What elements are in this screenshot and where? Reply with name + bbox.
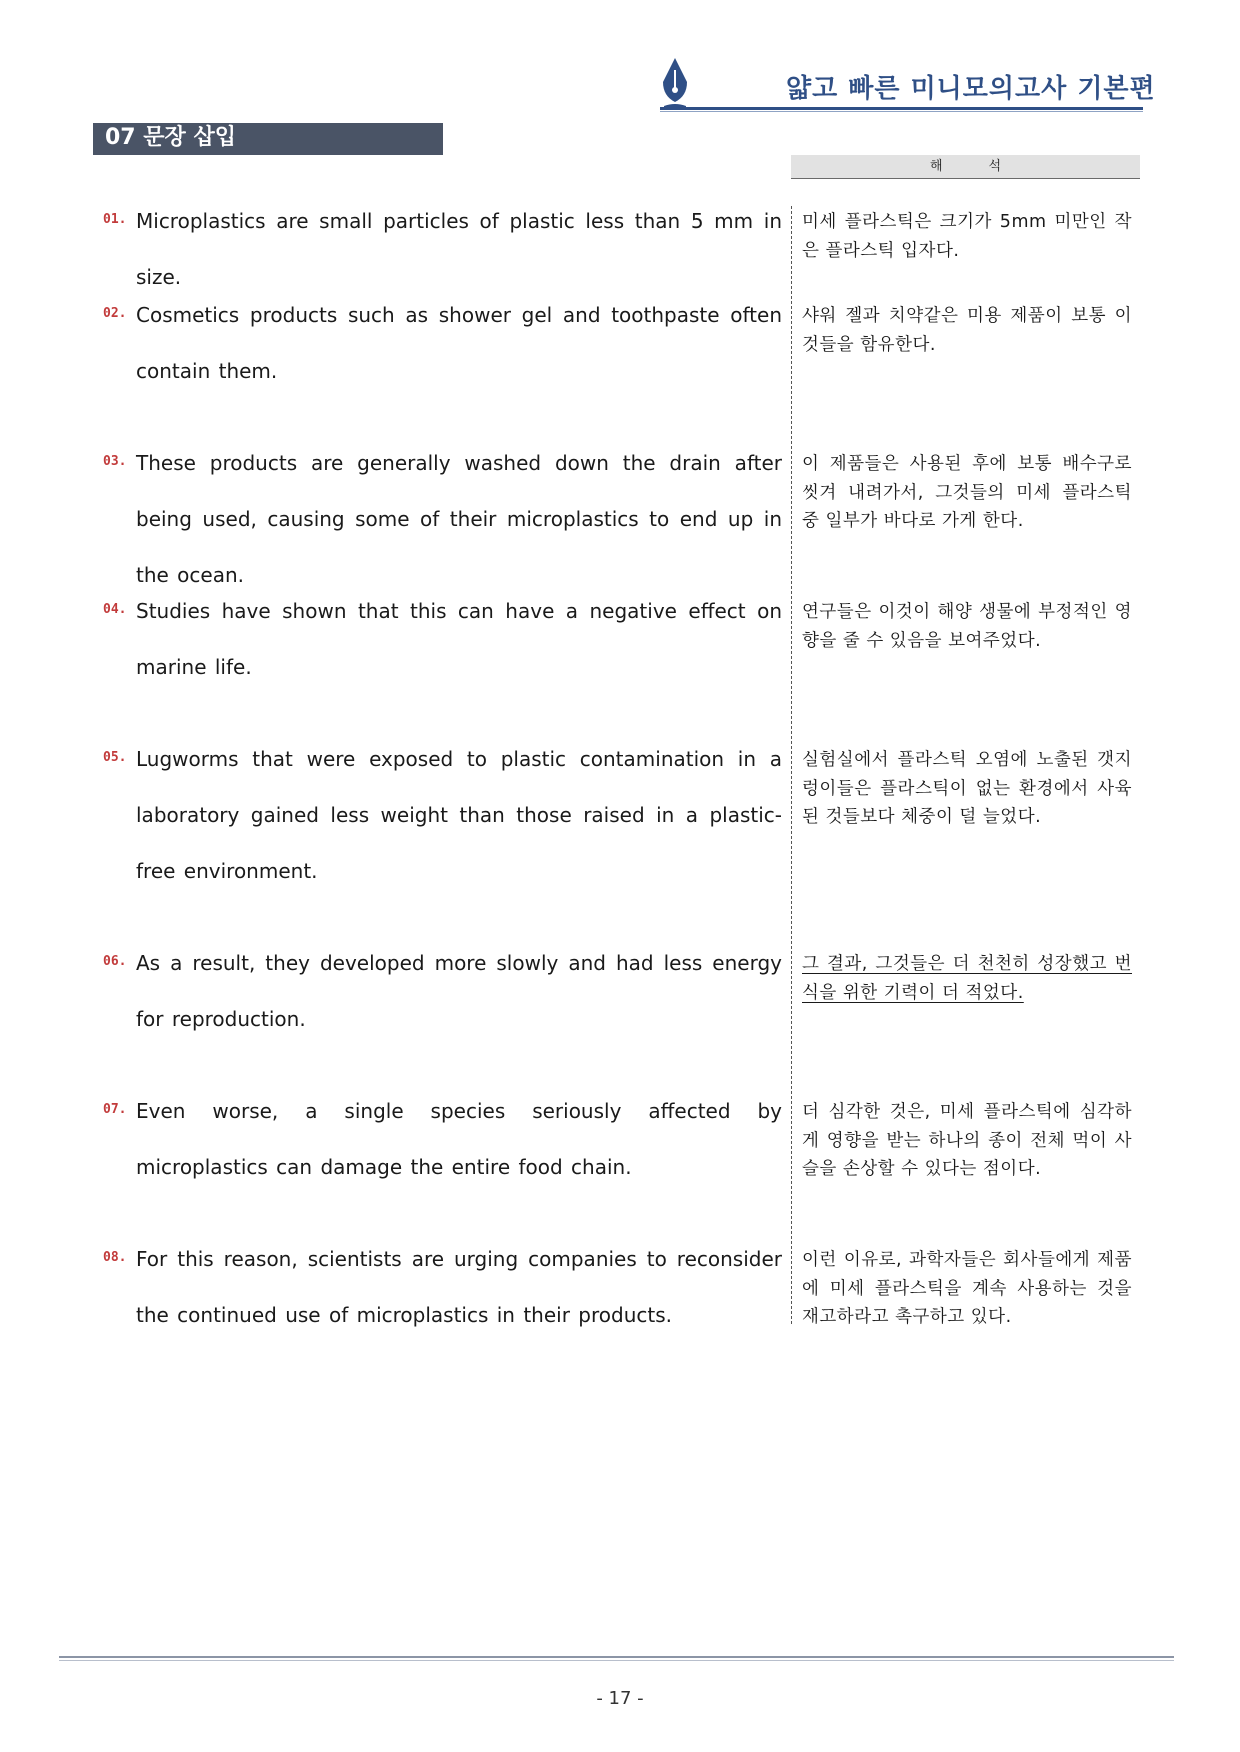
item-number: 03. <box>103 454 127 469</box>
item-korean-translation: 이런 이유로, 과학자들은 회사들에게 제품에 미세 플라스틱을 계속 사용하는 것을 재고하라고 촉구하고 있다. <box>802 1250 1132 1327</box>
column-divider <box>791 206 792 1324</box>
fountain-pen-nib-icon <box>660 56 690 112</box>
header-rule-thin <box>660 111 1143 112</box>
item-english-text: These products are generally washed down the drain after being used, causing some of their microplastics to end up in the ocean. <box>136 451 782 587</box>
brand-title: 얇고 빠른 미니모의고사 기본편 <box>786 74 1156 104</box>
header-rule <box>660 107 1143 110</box>
item-korean-translation: 더 심각한 것은, 미세 플라스틱에 심각하게 영향을 받는 하나의 종이 전체 먹이 사슬을 손상할 수 있다는 점이다. <box>802 1102 1132 1179</box>
item-english-text: Microplastics are small particles of plastic less than 5 mm in size. <box>136 209 782 289</box>
item-number: 01. <box>103 212 127 227</box>
item-number: 06. <box>103 954 127 969</box>
item-korean-translation: 이 제품들은 사용된 후에 보통 배수구로 씻겨 내려가서, 그것들의 미세 플라스틱 중 일부가 바다로 가게 한다. <box>802 454 1132 531</box>
item-number: 02. <box>103 306 127 321</box>
item-english-text: For this reason, scientists are urging companies to reconsider the continued use of microplastics in their products. <box>136 1247 782 1327</box>
item-english-text: As a result, they developed more slowly and had less energy for reproduction. <box>136 951 782 1031</box>
item-number: 07. <box>103 1102 127 1117</box>
item-number: 05. <box>103 750 127 765</box>
item-korean-translation: 실험실에서 플라스틱 오염에 노출된 갯지렁이들은 플라스틱이 없는 환경에서 사육된 것들보다 체중이 덜 늘었다. <box>802 750 1132 827</box>
item-english-text: Cosmetics products such as shower gel and toothpaste often contain them. <box>136 303 782 383</box>
section-title: 07 문장 삽입 <box>93 123 443 153</box>
item-korean-translation: 샤워 젤과 치약같은 미용 제품이 보통 이것들을 함유한다. <box>802 306 1132 355</box>
item-korean-translation-underlined: 그 결과, 그것들은 더 천천히 성장했고 번식을 위한 기력이 더 적었다. <box>802 954 1132 1003</box>
page-number: - 17 - <box>596 1688 644 1709</box>
translation-header: 해석 <box>791 155 1140 179</box>
item-number: 08. <box>103 1250 127 1265</box>
item-number: 04. <box>103 602 127 617</box>
item-english-text: Studies have shown that this can have a negative effect on marine life. <box>136 599 782 679</box>
item-english-text: Lugworms that were exposed to plastic contamination in a laboratory gained less weight than those raised in a plastic-free environment. <box>136 747 782 883</box>
item-english-text: Even worse, a single species seriously affected by microplastics can damage the entire food chain. <box>136 1099 782 1179</box>
footer-rule-thin <box>59 1660 1174 1661</box>
section-underline <box>93 153 443 155</box>
footer-rule <box>59 1656 1174 1658</box>
item-korean-translation: 연구들은 이것이 해양 생물에 부정적인 영향을 줄 수 있음을 보여주었다. <box>802 602 1132 651</box>
item-korean-translation: 미세 플라스틱은 크기가 5mm 미만인 작은 플라스틱 입자다. <box>802 212 1132 261</box>
